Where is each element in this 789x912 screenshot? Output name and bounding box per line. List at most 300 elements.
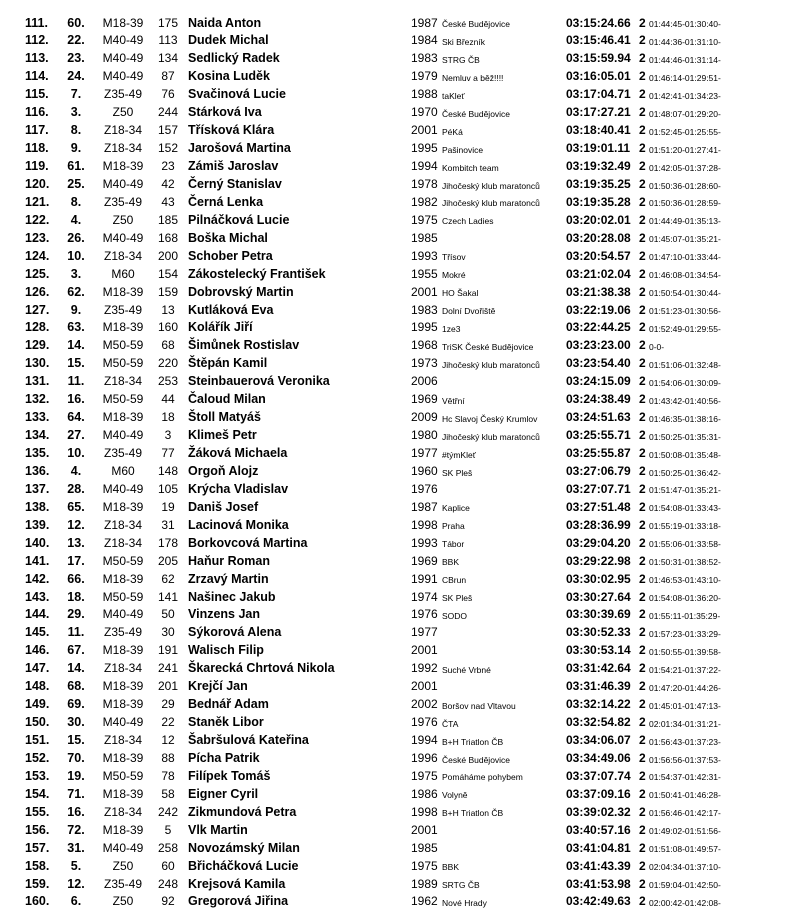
category-label: Z18-34 (103, 123, 143, 138)
finish-time: 03:30:52.33 (566, 625, 631, 640)
bib-number: 154 (157, 266, 179, 281)
runner-name: Borkovcová Martina (188, 535, 308, 550)
split-times: 01:59:04-01:42:50- (649, 880, 721, 891)
category-label: Z18-34 (103, 804, 143, 819)
runner-name: Škarecká Chrtová Nikola (188, 661, 335, 676)
overall-rank: 119. (25, 159, 49, 173)
bib-number: 248 (157, 876, 179, 891)
lap-count: 2 (639, 679, 646, 694)
club-name: CBrun (442, 575, 467, 586)
birth-year: 1987 (411, 499, 438, 514)
category-rank: 10. (67, 446, 85, 460)
runner-name: Krejčí Jan (188, 679, 248, 694)
category-label: M18-39 (102, 159, 144, 173)
category-label: Z50 (112, 105, 134, 120)
split-times: 01:55:06-01:33:58- (649, 539, 721, 550)
bib-number: 258 (157, 840, 179, 855)
birth-year: 1995 (411, 141, 438, 156)
lap-count: 2 (639, 786, 646, 801)
runner-name: Dobrovský Martin (188, 284, 294, 299)
club-name: Pašinovice (442, 144, 484, 155)
overall-rank: 111. (25, 15, 48, 30)
birth-year: 1973 (411, 356, 438, 371)
overall-rank: 144. (25, 607, 50, 622)
runner-name: Štěpán Kamil (188, 356, 268, 371)
category-label: Z18-34 (103, 517, 143, 532)
result-row (0, 605, 789, 623)
category-rank: 60. (67, 15, 85, 30)
result-row (0, 516, 789, 534)
club-name: Volyně (442, 790, 468, 801)
club-name: Kombitch team (442, 162, 499, 173)
lap-count: 2 (639, 463, 646, 478)
runner-name: Černý Stanislav (188, 176, 282, 191)
split-times: 01:47:20-01:44:26- (649, 682, 721, 693)
overall-rank: 126. (25, 284, 50, 299)
category-label: Z18-34 (103, 374, 143, 389)
split-times: 01:50:36-01:28:60- (649, 180, 721, 191)
category-rank: 26. (67, 230, 85, 245)
runner-name: Jarošová Martina (188, 141, 291, 156)
finish-time: 03:25:55.87 (566, 446, 631, 460)
birth-year: 1980 (411, 428, 438, 443)
result-row (0, 839, 789, 857)
result-row (0, 103, 789, 121)
category-rank: 18. (67, 589, 85, 604)
overall-rank: 124. (25, 248, 50, 263)
split-times: 01:49:02-01:51:56- (649, 826, 721, 837)
club-name: Pomáháme pohybem (442, 772, 523, 783)
category-label: M40-49 (102, 840, 144, 855)
category-rank: 22. (67, 33, 85, 48)
lap-count: 2 (639, 33, 646, 48)
overall-rank: 155. (25, 804, 50, 819)
birth-year: 1988 (411, 87, 438, 102)
category-rank: 63. (67, 320, 85, 335)
birth-year: 1960 (411, 463, 438, 478)
runner-name: Sýkorová Alena (188, 625, 282, 640)
category-label: M50-59 (102, 553, 144, 568)
bib-number: 58 (161, 786, 175, 801)
birth-year: 1994 (411, 733, 438, 747)
finish-time: 03:34:06.07 (566, 733, 631, 747)
result-row (0, 552, 789, 570)
lap-count: 2 (639, 212, 646, 227)
birth-year: 1993 (411, 248, 438, 263)
lap-count: 2 (639, 123, 646, 138)
lap-count: 2 (639, 141, 646, 156)
overall-rank: 142. (25, 571, 50, 586)
category-rank: 68. (67, 679, 85, 694)
category-rank: 14. (67, 338, 85, 353)
split-times: 01:44:49-01:35:13- (649, 216, 721, 227)
category-label: Z50 (112, 212, 134, 227)
club-name: STRG ČB (442, 54, 480, 65)
finish-time: 03:17:27.21 (566, 105, 631, 120)
birth-year: 1991 (411, 571, 438, 586)
category-label: M18-39 (102, 643, 144, 658)
lap-count: 2 (639, 894, 646, 909)
runner-name: Šabršulová Kateřina (188, 733, 309, 747)
overall-rank: 131. (25, 374, 50, 389)
result-row (0, 175, 789, 193)
birth-year: 1976 (411, 715, 438, 730)
birth-year: 1969 (411, 553, 438, 568)
bib-number: 88 (161, 750, 175, 765)
result-row (0, 193, 789, 211)
result-row (0, 534, 789, 552)
finish-time: 03:16:05.01 (566, 69, 631, 84)
birth-year: 1978 (411, 176, 438, 191)
category-label: M40-49 (102, 607, 144, 622)
birth-year: 1998 (411, 517, 438, 532)
finish-time: 03:31:42.64 (566, 661, 631, 676)
club-name: SRTG ČB (442, 880, 480, 891)
lap-count: 2 (639, 715, 646, 730)
finish-time: 03:27:07.71 (566, 481, 631, 496)
overall-rank: 116. (25, 105, 49, 120)
club-name: Czech Ladies (442, 216, 494, 227)
finish-time: 03:41:43.39 (566, 858, 631, 873)
overall-rank: 151. (25, 733, 50, 747)
bib-number: 134 (157, 51, 179, 66)
runner-name: Vinzens Jan (188, 607, 261, 622)
split-times: 01:56:43-01:37:23- (649, 736, 721, 747)
category-label: M18-39 (102, 786, 144, 801)
birth-year: 1995 (411, 320, 438, 335)
runner-name: Walisch Filip (188, 643, 264, 658)
split-times: 01:50:41-01:46:28- (649, 790, 721, 801)
result-row (0, 570, 789, 588)
category-rank: 65. (67, 499, 85, 514)
club-name: Suché Vrbné (442, 664, 491, 675)
finish-time: 03:24:51.63 (566, 410, 631, 425)
club-name: Jihočeský klub maratonců (442, 359, 540, 370)
result-row (0, 623, 789, 641)
finish-time: 03:18:40.41 (566, 123, 631, 138)
category-label: M50-59 (102, 338, 144, 353)
runner-name: Třísková Klára (188, 123, 275, 138)
bib-number: 87 (161, 69, 175, 84)
split-times: 01:44:36-01:31:10- (649, 37, 721, 48)
bib-number: 50 (161, 607, 175, 622)
category-label: Z18-34 (103, 535, 143, 550)
split-times: 01:44:45-01:30:40- (649, 19, 721, 30)
split-times: 01:51:08-01:49:57- (649, 844, 721, 855)
split-times: 01:54:08-01:33:43- (649, 503, 721, 514)
category-label: Z18-34 (103, 733, 143, 747)
runner-name: Naida Anton (188, 15, 262, 30)
overall-rank: 118. (25, 141, 49, 156)
runner-name: Novozámský Milan (188, 840, 300, 855)
category-rank: 13. (67, 535, 85, 550)
bib-number: 253 (157, 374, 179, 389)
split-times: 01:46:35-01:38:16- (649, 413, 721, 424)
result-row (0, 731, 789, 749)
result-row (0, 821, 789, 839)
category-rank: 9. (70, 141, 82, 156)
category-rank: 3. (70, 266, 82, 281)
result-row (0, 301, 789, 319)
category-label: M40-49 (102, 481, 144, 496)
runner-name: Steinbauerová Veronika (188, 374, 330, 389)
bib-number: 160 (157, 320, 179, 335)
runner-name: Boška Michal (188, 230, 268, 245)
birth-year: 2002 (411, 697, 438, 712)
lap-count: 2 (639, 750, 646, 765)
bib-number: 242 (157, 804, 179, 819)
birth-year: 1968 (411, 338, 438, 353)
club-name: Boršov nad Vltavou (442, 700, 516, 711)
category-label: M18-39 (102, 571, 144, 586)
result-row (0, 31, 789, 49)
birth-year: 1993 (411, 535, 438, 550)
bib-number: 31 (161, 517, 175, 532)
category-label: M18-39 (102, 822, 144, 837)
bib-number: 18 (161, 410, 175, 425)
category-rank: 8. (70, 194, 82, 209)
lap-count: 2 (639, 499, 646, 514)
category-label: Z18-34 (103, 248, 143, 263)
category-label: M40-49 (102, 33, 144, 48)
lap-count: 2 (639, 571, 646, 586)
birth-year: 1970 (411, 105, 438, 120)
finish-time: 03:42:49.63 (566, 894, 631, 909)
category-rank: 4. (70, 212, 82, 227)
runner-name: Kolářík Jiří (188, 320, 253, 335)
finish-time: 03:27:06.79 (566, 463, 631, 478)
category-rank: 6. (70, 894, 82, 909)
bib-number: 77 (161, 446, 175, 460)
lap-count: 2 (639, 661, 646, 676)
split-times: 01:50:25-01:36:42- (649, 467, 721, 478)
overall-rank: 153. (25, 768, 50, 783)
club-name: 1ze3 (442, 324, 461, 335)
split-times: 01:51:23-01:30:56- (649, 306, 721, 317)
lap-count: 2 (639, 589, 646, 604)
club-name: Ski Březník (442, 37, 485, 48)
bib-number: 44 (161, 392, 175, 407)
overall-rank: 156. (25, 822, 50, 837)
overall-rank: 125. (25, 266, 50, 281)
category-rank: 16. (67, 804, 85, 819)
club-name: ČTA (442, 718, 459, 729)
split-times: 01:52:45-01:25:55- (649, 126, 721, 137)
bib-number: 159 (157, 284, 179, 299)
birth-year: 1975 (411, 212, 438, 227)
split-times: 01:50:31-01:38:52- (649, 557, 721, 568)
category-rank: 25. (67, 176, 85, 191)
category-label: M50-59 (102, 392, 144, 407)
lap-count: 2 (639, 302, 646, 317)
finish-time: 03:29:04.20 (566, 535, 631, 550)
runner-name: Štoll Matyáš (188, 410, 261, 425)
category-rank: 10. (67, 248, 85, 263)
result-row (0, 318, 789, 336)
birth-year: 1977 (411, 446, 438, 460)
result-row (0, 426, 789, 444)
finish-time: 03:21:38.38 (566, 284, 631, 299)
result-row (0, 14, 789, 32)
runner-name: Krýcha Vladislav (188, 481, 289, 496)
birth-year: 1983 (411, 51, 438, 66)
category-label: Z50 (112, 858, 134, 873)
finish-time: 03:27:51.48 (566, 499, 631, 514)
finish-time: 03:15:46.41 (566, 33, 631, 48)
category-label: M50-59 (102, 589, 144, 604)
overall-rank: 159. (25, 876, 50, 891)
club-name: Hc Slavoj Český Krumlov (442, 413, 538, 424)
runner-name: Kosina Luděk (188, 69, 270, 84)
category-rank: 16. (67, 392, 85, 407)
category-rank: 3. (70, 105, 82, 120)
finish-time: 03:23:23.00 (566, 338, 631, 353)
birth-year: 1962 (411, 894, 438, 909)
birth-year: 1994 (411, 159, 438, 173)
result-row (0, 641, 789, 659)
result-row (0, 283, 789, 301)
lap-count: 2 (639, 410, 646, 425)
runner-name: Schober Petra (188, 248, 273, 263)
runner-name: Svačinová Lucie (188, 87, 286, 102)
result-row (0, 85, 789, 103)
split-times: 0-0- (649, 341, 665, 352)
bib-number: 42 (161, 176, 175, 191)
result-row (0, 390, 789, 408)
result-row (0, 588, 789, 606)
bib-number: 13 (161, 302, 175, 317)
club-name: Jihočeský klub maratonců (442, 198, 540, 209)
category-label: Z18-34 (103, 141, 143, 156)
result-row (0, 336, 789, 354)
result-row (0, 785, 789, 803)
overall-rank: 112. (25, 33, 49, 48)
overall-rank: 137. (25, 481, 50, 496)
split-times: 01:51:47-01:35:21- (649, 485, 721, 496)
category-label: Z35-49 (103, 302, 143, 317)
overall-rank: 113. (25, 51, 49, 66)
bib-number: 191 (157, 643, 179, 658)
category-rank: 17. (67, 553, 85, 568)
category-rank: 71. (67, 786, 85, 801)
lap-count: 2 (639, 15, 646, 30)
split-times: 02:04:34-01:37:10- (649, 862, 721, 873)
category-rank: 12. (67, 876, 85, 891)
lap-count: 2 (639, 176, 646, 191)
club-name: Jihočeský klub maratonců (442, 180, 540, 191)
result-row (0, 121, 789, 139)
lap-count: 2 (639, 230, 646, 245)
finish-time: 03:32:54.82 (566, 715, 631, 730)
category-label: Z35-49 (103, 625, 143, 640)
lap-count: 2 (639, 697, 646, 712)
overall-rank: 157. (25, 840, 50, 855)
birth-year: 1984 (411, 33, 438, 48)
bib-number: 105 (157, 481, 179, 496)
finish-time: 03:30:53.14 (566, 643, 631, 658)
bib-number: 62 (161, 571, 175, 586)
birth-year: 2009 (411, 410, 438, 425)
overall-rank: 114. (25, 69, 49, 84)
category-rank: 31. (67, 840, 85, 855)
birth-year: 1977 (411, 625, 438, 640)
overall-rank: 150. (25, 715, 50, 730)
lap-count: 2 (639, 840, 646, 855)
birth-year: 2006 (411, 374, 438, 389)
birth-year: 1985 (411, 840, 438, 855)
club-name: B+H Triatlon ČB (442, 736, 504, 747)
category-rank: 61. (67, 159, 85, 173)
birth-year: 2001 (411, 643, 438, 658)
overall-rank: 128. (25, 320, 50, 335)
runner-name: Orgoň Alojz (188, 463, 259, 478)
bib-number: 60 (161, 858, 175, 873)
club-name: Nové Hrady (442, 898, 487, 909)
runner-name: Šimůnek Rostislav (188, 338, 300, 353)
result-row (0, 462, 789, 480)
overall-rank: 152. (25, 750, 50, 765)
runner-name: Čaloud Milan (188, 392, 266, 407)
finish-time: 03:40:57.16 (566, 822, 631, 837)
runner-name: Staněk Libor (188, 715, 264, 730)
lap-count: 2 (639, 768, 646, 783)
category-rank: 62. (67, 284, 85, 299)
lap-count: 2 (639, 733, 646, 747)
lap-count: 2 (639, 159, 646, 173)
split-times: 01:48:07-01:29:20- (649, 108, 721, 119)
birth-year: 1989 (411, 876, 438, 891)
category-label: M40-49 (102, 69, 144, 84)
split-times: 01:43:42-01:40:56- (649, 395, 721, 406)
category-label: M50-59 (102, 356, 144, 371)
finish-time: 03:22:19.06 (566, 302, 631, 317)
overall-rank: 158. (25, 858, 50, 873)
runner-name: Zákostelecký František (188, 266, 326, 281)
lap-count: 2 (639, 643, 646, 658)
finish-time: 03:30:39.69 (566, 607, 631, 622)
runner-name: Lacinová Monika (188, 517, 289, 532)
bib-number: 30 (161, 625, 175, 640)
birth-year: 1974 (411, 589, 438, 604)
split-times: 01:56:56-01:37:53- (649, 754, 721, 765)
category-label: M18-39 (102, 15, 144, 30)
category-rank: 70. (67, 750, 85, 765)
club-name: B+H Triatlon ČB (442, 808, 504, 819)
runner-name: Našinec Jakub (188, 589, 276, 604)
result-row (0, 498, 789, 516)
result-row (0, 857, 789, 875)
runner-name: Žáková Michaela (188, 446, 288, 460)
result-row (0, 211, 789, 229)
birth-year: 1969 (411, 392, 438, 407)
lap-count: 2 (639, 320, 646, 335)
result-row (0, 408, 789, 426)
category-label: M50-59 (102, 768, 144, 783)
lap-count: 2 (639, 51, 646, 66)
runner-name: Pícha Patrik (188, 750, 260, 765)
category-label: M18-39 (102, 499, 144, 514)
category-label: M40-49 (102, 428, 144, 443)
lap-count: 2 (639, 481, 646, 496)
finish-time: 03:15:24.66 (566, 15, 631, 30)
split-times: 01:55:11-01:35:29- (649, 611, 721, 622)
runner-name: Sedlický Radek (188, 51, 280, 66)
category-rank: 15. (67, 356, 85, 371)
split-times: 01:50:25-01:35:31- (649, 431, 721, 442)
category-rank: 23. (67, 51, 85, 66)
finish-time: 03:22:44.25 (566, 320, 631, 335)
split-times: 01:50:54-01:30:44- (649, 288, 721, 299)
